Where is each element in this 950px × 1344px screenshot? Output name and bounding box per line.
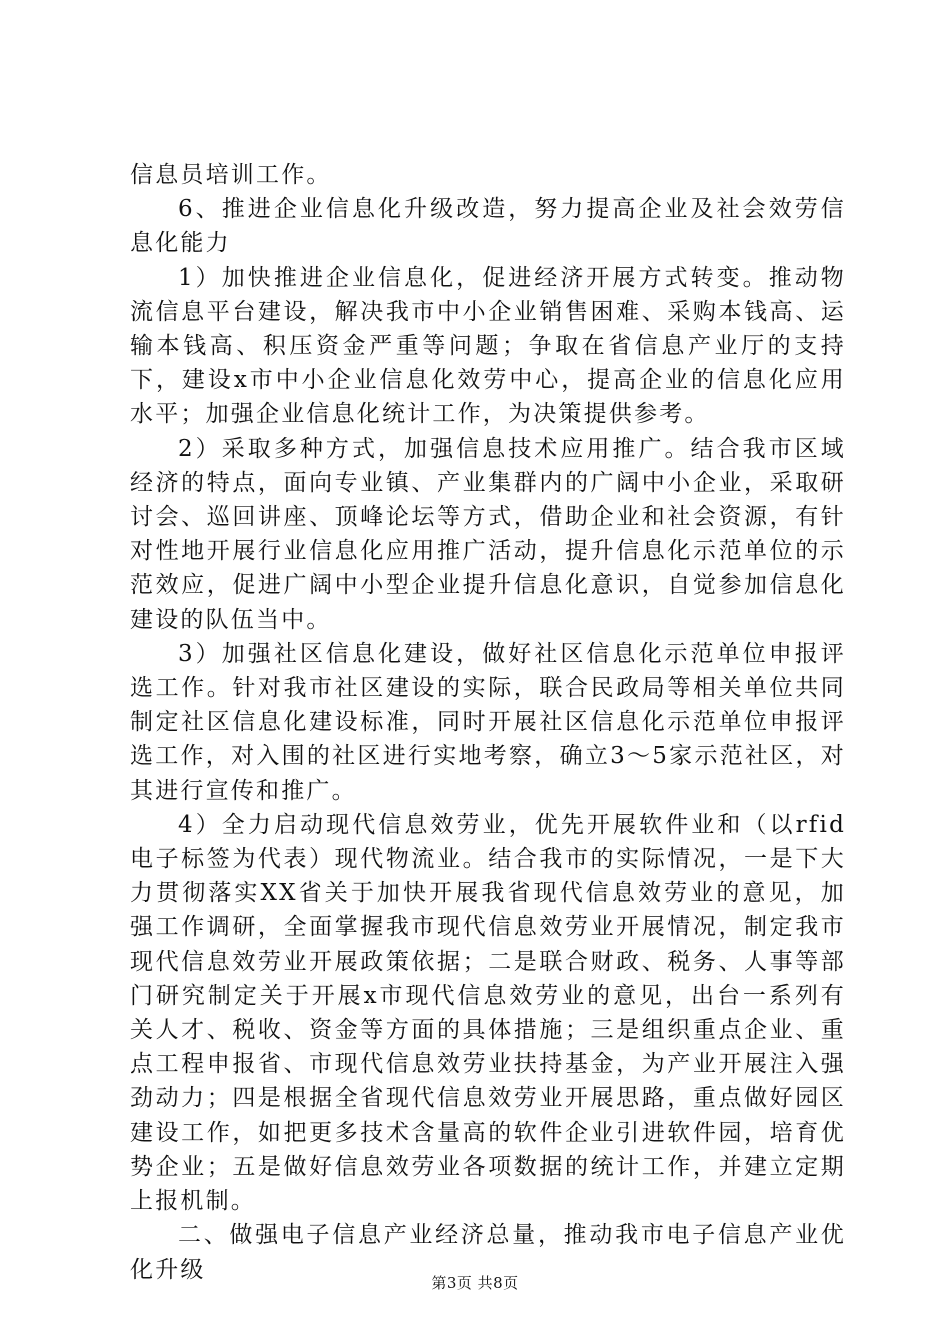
paragraph-item-4: 4）全力启动现代信息效劳业，优先开展软件业和（以rfid电子标签为代表）现代物流业。结合我市的实际情况，一是下大力贯彻落实XX省关于加快开展我省现代信息效劳业的意见，加强工作调研，全面掌握我市现代信息效劳业开展情况，制定我市现代信息效劳业开展政策依据；二是联合财政、税务、人事等部门研究制定关于开展x市现代信息效劳业的意见，出台一系列有关人才、税收、资金等方面的具体措施；三是组织重点企业、重点工程申报省、市现代信息效劳业扶持基金，为产业开展注入强劲动力；四是根据全省现代信息效劳业开展思路，重点做好园区建设工作，如把更多技术含量高的软件企业引进软件园，培育优势企业；五是做好信息效劳业各项数据的统计工作，并建立定期上报机制。 [130, 811, 846, 1215]
paragraph-item-3: 3）加强社区信息化建设，做好社区信息化示范单位申报评选工作。针对我市社区建设的实际，联合民政局等相关单位共同制定社区信息化建设标准，同时开展社区信息化示范单位申报评选工作，对入围的社区进行实地考察，确立3～5家示范社区，对其进行宣传和推广。 [130, 640, 846, 804]
paragraph-continuation: 信息员培训工作。 [130, 162, 332, 188]
paragraph-item-1: 1）加快推进企业信息化，促进经济开展方式转变。推动物流信息平台建设，解决我市中小企业销售困难、采购本钱高、运输本钱高、积压资金严重等问题；争取在省信息产业厅的支持下，建设x市中小企业信息化效劳中心，提高企业的信息化应用水平；加强企业信息化统计工作，为决策提供参考。 [130, 264, 846, 428]
paragraph-section-2-heading: 二、做强电子信息产业经济总量，推动我市电子信息产业优化升级 [130, 1222, 846, 1283]
paragraph-item-2: 2）采取多种方式，加强信息技术应用推广。结合我市区域经济的特点，面向专业镇、产业集群内的广阔中小企业，采取研讨会、巡回讲座、顶峰论坛等方式，借助企业和社会资源，有针对性地开展行业信息化应用推广活动，提升信息化示范单位的示范效应，促进广阔中小型企业提升信息化意识，自觉参加信息化建设的队伍当中。 [130, 435, 846, 633]
document-body [130, 158, 846, 1287]
paragraph-section-6-heading: 6、推进企业信息化升级改造，努力提高企业及社会效劳信息化能力 [130, 196, 846, 257]
page-number-footer: 第3页 共8页 [431, 1274, 519, 1292]
